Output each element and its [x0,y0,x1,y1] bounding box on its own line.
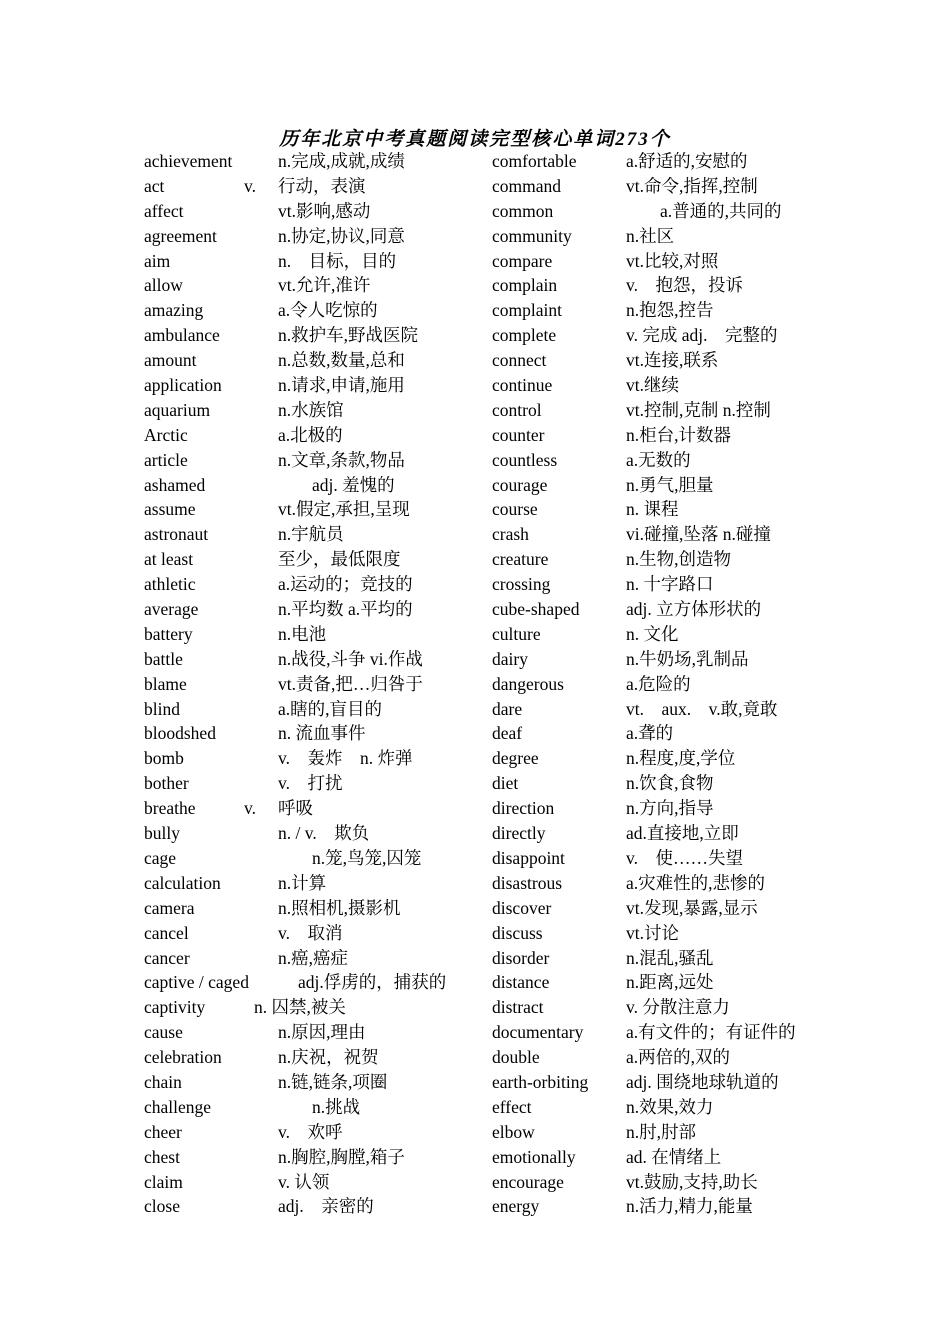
vocab-definition: v. 使……失望 [626,847,743,868]
vocab-word: deaf [492,723,523,744]
vocab-definition: a.危险的 [626,673,691,694]
vocab-definition: n.请求,申请,施用 [278,375,405,396]
vocab-word: battery [144,623,193,644]
vocab-word: emotionally [492,1146,576,1167]
vocab-entry [144,921,484,946]
vocab-entry [492,174,832,199]
vocab-entry [492,597,832,622]
vocab-definition: a.瞎的,盲目的 [278,698,383,719]
vocab-word: claim [144,1171,183,1192]
vocab-definition: n.肘,肘部 [626,1121,696,1142]
vocab-word: dangerous [492,673,564,694]
vocab-definition: a.普通的,共同的 [660,200,782,221]
vocab-definition: n.电池 [278,623,327,644]
vocab-word: direction [492,798,555,819]
vocab-word: agreement [144,225,217,246]
vocab-word: close [144,1196,180,1217]
vocab-entry [144,697,484,722]
vocab-definition: vt.连接,联系 [626,350,719,371]
vocab-word: disastrous [492,872,562,893]
vocab-word: community [492,225,572,246]
vocab-entry [492,149,832,174]
vocab-word: complaint [492,300,562,321]
vocab-definition: vt.发现,暴露,显示 [626,897,758,918]
vocab-word: aquarium [144,399,211,420]
vocab-definition: n.协定,协议,同意 [278,225,405,246]
vocab-entry [144,398,484,423]
vocab-entry [492,1170,832,1195]
vocab-entry [144,547,484,572]
vocab-definition: n. / v. 欺负 [278,823,370,844]
vocab-word: earth-orbiting [492,1071,589,1092]
vocab-definition: v. 打扰 [278,773,343,794]
vocab-word: energy [492,1196,540,1217]
vocab-definition: a.灾难性的,悲惨的 [626,872,766,893]
vocab-entry [144,1194,484,1219]
vocab-definition: n. 目标，目的 [278,250,397,271]
vocab-entry [492,622,832,647]
vocab-definition: n.总数,数量,总和 [278,350,405,371]
vocab-entry [144,174,484,199]
vocab-entry [492,846,832,871]
part-of-speech: v. [244,798,256,819]
vocab-entry [144,721,484,746]
vocab-definition: n. 囚禁,被关 [254,997,346,1018]
vocab-definition: adj.俘虏的，捕获的 [298,972,447,993]
vocab-definition: a.北极的 [278,424,343,445]
vocab-word: assume [144,499,196,520]
vocab-word: dairy [492,648,528,669]
vocab-entry [144,1145,484,1170]
vocab-word: celebration [144,1047,222,1068]
vocab-word: affect [144,200,184,221]
vocab-definition: n.链,链条,项圈 [278,1071,388,1092]
vocab-definition: v. 欢呼 [278,1121,343,1142]
vocab-word: achievement [144,151,233,171]
vocab-definition: n. 课程 [626,499,679,520]
vocab-definition: vt.命令,指挥,控制 [626,175,758,196]
vocab-definition: vt.控制,克制 n.控制 [626,399,771,420]
vocab-word: course [492,499,538,520]
vocab-entry [144,423,484,448]
vocab-entry [144,199,484,224]
vocab-word: blind [144,698,180,719]
right-word-column [492,149,832,1219]
vocab-entry [492,373,832,398]
vocab-word: battle [144,648,183,669]
vocab-entry [492,423,832,448]
vocab-definition: n.效果,效力 [626,1096,714,1117]
vocab-definition: n.方向,指导 [626,798,714,819]
vocab-entry [144,1020,484,1045]
vocab-entry [492,224,832,249]
vocab-entry [492,871,832,896]
vocab-word: ambulance [144,325,220,346]
vocab-entry [144,846,484,871]
vocab-word: astronaut [144,524,209,545]
vocab-definition: n.宇航员 [278,524,344,545]
vocab-word: challenge [144,1096,212,1117]
vocab-definition: n. 流血事件 [278,723,366,744]
vocab-definition: adj. 围绕地球轨道的 [626,1071,779,1092]
vocab-definition: a.舒适的,安慰的 [626,151,748,171]
vocab-definition: ad. 在情绪上 [626,1146,722,1167]
vocab-definition: a.令人吃惊的 [278,300,378,321]
vocab-entry [492,547,832,572]
vocab-definition: n.癌,癌症 [278,947,348,968]
vocab-entry [144,1095,484,1120]
part-of-speech: v. [244,175,256,196]
vocab-word: distract [492,997,544,1018]
vocab-word: cube-shaped [492,599,580,620]
vocab-word: control [492,399,542,420]
vocab-definition: n.原因,理由 [278,1022,366,1043]
vocab-entry [144,1120,484,1145]
vocab-definition: n.混乱,骚乱 [626,947,714,968]
vocab-word: culture [492,623,541,644]
vocab-definition: n.饮食,食物 [626,773,714,794]
vocab-entry [492,398,832,423]
vocab-entry [144,149,484,174]
vocab-word: compare [492,250,553,271]
vocab-definition: vi.碰撞,坠落 n.碰撞 [626,524,771,545]
vocab-word: amount [144,350,197,371]
vocab-entry [492,821,832,846]
vocab-word: disappoint [492,847,565,868]
vocab-entry [492,298,832,323]
vocab-entry [144,647,484,672]
vocab-entry [144,995,484,1020]
vocab-entry [492,323,832,348]
vocab-definition: a.聋的 [626,723,674,744]
vocab-definition: n.程度,度,学位 [626,748,736,769]
vocab-entry [492,672,832,697]
vocab-entry [144,597,484,622]
vocab-entry [492,522,832,547]
vocab-entry [144,946,484,971]
vocab-word: act [144,175,165,196]
vocab-word: elbow [492,1121,535,1142]
vocab-entry [492,1020,832,1045]
vocab-entry [144,896,484,921]
vocab-definition: a.两倍的,双的 [626,1047,731,1068]
vocab-word: countless [492,449,558,470]
vocab-definition: 呼吸 [278,798,313,819]
vocab-entry [144,224,484,249]
vocab-word: application [144,375,222,396]
vocab-word: ashamed [144,474,206,495]
vocab-definition: n.生物,创造物 [626,549,731,570]
vocab-word: discuss [492,922,543,943]
vocab-word: distance [492,972,550,993]
vocab-definition: n. 文化 [626,623,679,644]
vocab-entry [492,497,832,522]
vocab-entry [144,348,484,373]
vocab-word: bloodshed [144,723,216,744]
vocab-definition: v. 分散注意力 [626,997,730,1018]
vocab-word: chain [144,1071,182,1092]
vocab-entry [492,1145,832,1170]
vocab-word: command [492,175,562,196]
vocab-word: allow [144,275,183,296]
vocab-definition: ad.直接地,立即 [626,823,739,844]
vocab-word: courage [492,474,548,495]
vocab-word: cancel [144,922,189,943]
vocab-definition: adj. 立方体形状的 [626,599,762,620]
vocab-definition: a.有文件的；有证件的 [626,1022,796,1043]
vocab-entry [144,473,484,498]
vocab-entry [144,273,484,298]
vocab-entry [492,796,832,821]
vocab-word: effect [492,1096,532,1117]
vocab-entry [492,473,832,498]
vocab-definition: n.勇气,胆量 [626,474,714,495]
vocab-entry [144,298,484,323]
vocab-word: at least [144,549,194,570]
vocab-word: article [144,449,188,470]
vocab-entry [492,921,832,946]
vocab-word: camera [144,897,195,918]
vocab-word: diet [492,773,519,794]
vocab-word: encourage [492,1171,564,1192]
vocab-definition: n.完成,成就,成绩 [278,151,405,171]
vocab-entry [144,821,484,846]
vocab-word: breathe [144,798,196,819]
vocab-entry [492,1045,832,1070]
vocab-word: bomb [144,748,184,769]
vocab-definition: n.笼,鸟笼,囚笼 [312,847,422,868]
vocab-entry [144,672,484,697]
vocab-word: complain [492,275,558,296]
vocab-definition: n.计算 [278,872,327,893]
vocab-word: blame [144,673,187,694]
vocab-entry [492,572,832,597]
vocab-entry [492,273,832,298]
vocab-definition: vt.责备,把…归咎于 [278,673,423,694]
vocab-definition: vt.继续 [626,375,679,396]
vocab-word: captivity [144,997,206,1018]
vocab-definition: a.无数的 [626,449,691,470]
vocab-entry [144,1070,484,1095]
vocab-entry [144,323,484,348]
vocab-entry [144,622,484,647]
vocab-definition: adj. 亲密的 [278,1196,374,1217]
vocab-definition: n.柜台,计数器 [626,424,731,445]
vocab-word: bully [144,823,180,844]
vocab-definition: n.战役,斗争 vi.作战 [278,648,423,669]
vocab-word: crossing [492,574,551,595]
vocab-word: complete [492,325,557,346]
vocab-definition: n.文章,条款,物品 [278,449,405,470]
vocab-entry [492,647,832,672]
vocab-word: chest [144,1146,180,1167]
vocab-definition: v. 取消 [278,922,343,943]
vocab-definition: n.社区 [626,225,675,246]
vocab-word: disorder [492,947,550,968]
vocab-entry [492,448,832,473]
vocab-definition: n. 十字路口 [626,574,714,595]
vocab-word: cancer [144,947,190,968]
vocab-entry [492,1095,832,1120]
vocab-definition: n.照相机,摄影机 [278,897,401,918]
vocab-entry [492,946,832,971]
vocab-definition: n.平均数 a.平均的 [278,599,413,620]
vocab-entry [492,771,832,796]
vocab-word: aim [144,250,171,271]
vocab-entry [144,497,484,522]
vocab-definition: n.牛奶场,乳制品 [626,648,749,669]
vocab-word: common [492,200,554,221]
vocab-word: counter [492,424,545,445]
vocab-word: amazing [144,300,204,321]
vocab-definition: vt.鼓励,支持,助长 [626,1171,758,1192]
vocab-definition: vt.比较,对照 [626,250,719,271]
vocab-word: directly [492,823,546,844]
vocab-word: comfortable [492,151,577,171]
vocab-word: degree [492,748,539,769]
vocab-entry [492,1120,832,1145]
vocab-word: continue [492,375,553,396]
vocab-definition: v. 认领 [278,1171,330,1192]
vocab-definition: vt.允许,准许 [278,275,371,296]
vocab-entry [144,970,484,995]
vocab-entry [144,373,484,398]
vocab-entry [492,348,832,373]
vocab-word: athletic [144,574,196,595]
vocab-word: connect [492,350,547,371]
vocab-entry [492,249,832,274]
vocab-entry [144,1045,484,1070]
vocab-definition: n.距离,远处 [626,972,714,993]
vocab-entry [144,746,484,771]
vocab-word: double [492,1047,540,1068]
vocab-definition: 至少，最低限度 [278,549,401,570]
vocab-definition: vt. aux. v.敢,竟敢 [626,698,778,719]
vocab-definition: v. 完成 adj. 完整的 [626,325,778,346]
vocab-entry [492,199,832,224]
vocab-definition: n.活力,精力,能量 [626,1196,753,1217]
vocab-entry [144,448,484,473]
page-title: 历年北京中考真题阅读完型核心单词273个 [279,129,671,150]
vocab-word: creature [492,549,549,570]
vocab-definition: vt.讨论 [626,922,679,943]
vocab-word: Arctic [144,424,188,445]
vocab-entry [492,746,832,771]
vocab-entry [144,871,484,896]
vocab-definition: a.运动的；竞技的 [278,574,413,595]
vocab-definition: n.救护车,野战医院 [278,325,418,346]
vocab-entry [144,249,484,274]
vocab-entry [492,1070,832,1095]
vocab-entry [144,1170,484,1195]
vocab-entry [144,771,484,796]
left-word-column [144,149,484,1219]
vocab-definition: adj. 羞愧的 [312,474,395,495]
vocab-entry [492,721,832,746]
vocab-entry [492,896,832,921]
vocab-word: cage [144,847,177,868]
vocab-entry [492,697,832,722]
vocab-entry [144,522,484,547]
vocab-word: calculation [144,872,221,893]
vocab-word: cause [144,1022,183,1043]
vocab-word: documentary [492,1022,584,1043]
vocab-word: crash [492,524,529,545]
vocab-definition: vt.假定,承担,呈现 [278,499,410,520]
vocab-entry [492,995,832,1020]
vocab-definition: v. 轰炸 n. 炸弹 [278,748,413,769]
vocab-word: dare [492,698,523,719]
vocab-definition: n.水族馆 [278,399,344,420]
vocab-entry [144,796,484,821]
vocab-definition: n.胸腔,胸膛,箱子 [278,1146,405,1167]
vocab-entry [492,1194,832,1219]
vocab-entry [144,572,484,597]
vocab-word: average [144,599,199,620]
vocab-definition: n.庆祝，祝贺 [278,1047,379,1068]
vocab-entry [492,970,832,995]
vocab-word: captive / caged [144,972,249,993]
vocab-word: cheer [144,1121,182,1142]
vocab-definition: n.抱怨,控告 [626,300,714,321]
vocab-word: discover [492,897,552,918]
vocab-definition: n.挑战 [312,1096,361,1117]
vocab-definition: vt.影响,感动 [278,200,371,221]
vocab-definition: v. 抱怨，投诉 [626,275,743,296]
vocab-word: bother [144,773,189,794]
vocab-definition: 行动，表演 [278,175,366,196]
